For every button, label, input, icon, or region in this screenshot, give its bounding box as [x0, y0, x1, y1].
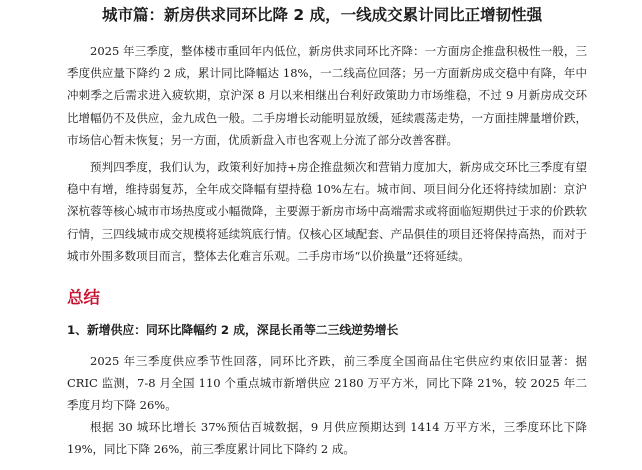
summary-subheading-supply: 1、新增供应：同环比降幅约 2 成，深昆长甬等二三线逆势增长	[67, 323, 399, 337]
paragraph-q3-review: 2025 年三季度，整体楼市重回年内低位，新房供求同环比齐降：一方面房企推盘积极性一般，三季度供应量下降约 2 成，累计同比降幅达 18%，一二线高位回落；另一方面新房成交稳中有降，年中冲刺季之后需求进入疲软期，京沪深 8 月以来相继出台利好政策助力市场维稳，不过 9 月新房成交环比增幅仍不及供应，金九成色一般。二手房增长动能明显放缓，延续震荡走势，一方面挂牌量增价跌，市场信心暂未恢复；另一方面，优质新盘入市也客观上分流了部分改善客群。	[67, 44, 587, 147]
paragraph-supply-q3: 2025 年三季度供应季节性回落，同环比齐跌，前三季度全国商品住宅供应约束依旧显著：据 CRIC 监测，7-8 月全国 110 个重点城市新增供应 2180 万平方米，同比下降 21%，较 2025 年二季度月均下降 26%。	[67, 354, 587, 413]
section-title: 城市篇：新房供求同环比降 2 成，一线成交累计同比正增韧性强	[102, 6, 543, 24]
paragraph-q4-outlook: 预判四季度，我们认为，政策利好加持+房企推盘频次和营销力度加大，新房成交环比三季度有望稳中有增，维持弱复苏，全年成交降幅有望持稳 10%左右。城市间、项目间分化还将持续加剧：京沪深杭蓉等核心城市市场热度或小幅微降，主要源于新房市场中高端需求或将面临短期供过于求的价跌软行情，三四线城市成交规模将延续筑底行情。仅核心区域配套、产品俱佳的项目还将保持高热，而对于城市外围多数项目而言，整体去化难言乐观。二手房市场“以价换量”还将延续。	[67, 160, 587, 263]
paragraph-supply-forecast: 根据 30 城环比增长 37%预估百城数据，9 月供应预期达到 1414 万平方米，三季度环比下降 19%，同比下降 26%，前三季度累计同比下降约 2 成。	[67, 420, 587, 457]
summary-heading: 总结	[67, 288, 100, 307]
